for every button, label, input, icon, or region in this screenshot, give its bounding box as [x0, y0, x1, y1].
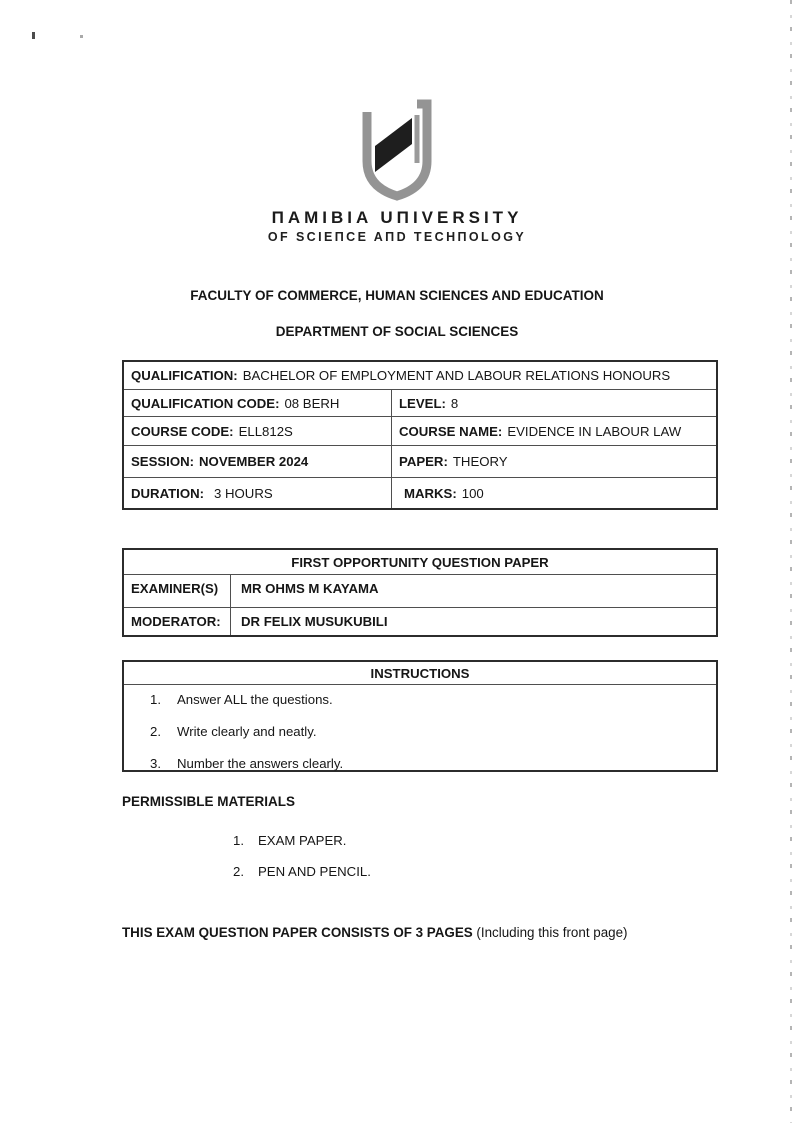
instruction-text: Number the answers clearly. [177, 756, 344, 771]
duration-cell [124, 478, 391, 508]
material-number: 2. [233, 864, 244, 879]
marks-label: MARKS: [404, 485, 457, 501]
qualification-value: BACHELOR OF EMPLOYMENT AND LABOUR RELATIONS HONOURS [242, 368, 671, 383]
marks-cell [391, 478, 716, 508]
university-logo [0, 97, 794, 210]
qualification-label: QUALIFICATION: [131, 368, 238, 383]
scan-speck [80, 35, 83, 38]
course-name-value: EVIDENCE IN LABOUR LAW [507, 423, 682, 439]
paper-value: THEORY [452, 454, 508, 469]
instruction-text: Answer ALL the questions. [177, 692, 333, 707]
examiner-value: MR OHMS M KAYAMA [230, 575, 716, 607]
session-label: SESSION: [131, 454, 195, 469]
qualification-code-value: 08 BERH [284, 395, 340, 411]
table-row [124, 574, 716, 607]
duration-label: DURATION: [131, 485, 205, 501]
university-name-subtitle: OF SCIEΠCE AΠD TECHΠOLOGY [267, 230, 527, 244]
instruction-number: 2. [150, 724, 161, 739]
instruction-item [124, 724, 716, 739]
instruction-text: Write clearly and neatly. [177, 724, 317, 739]
table-row [124, 445, 716, 477]
university-name: ΠAMIBIA UΠIVERSITY [271, 208, 523, 227]
instructions-table [122, 660, 718, 772]
table-row [124, 389, 716, 416]
department-title: DEPARTMENT OF SOCIAL SCIENCES [275, 324, 519, 339]
level-label: LEVEL: [399, 395, 446, 411]
moderator-value: DR FELIX MUSUKUBILI [230, 608, 716, 635]
instruction-item [124, 756, 716, 771]
level-value: 8 [450, 395, 459, 411]
instruction-number: 3. [150, 756, 161, 771]
instruction-item [124, 692, 716, 707]
course-code-label: COURSE CODE: [131, 423, 234, 439]
instruction-number: 1. [150, 692, 161, 707]
material-text: PEN AND PENCIL. [258, 864, 371, 879]
level-cell [391, 390, 716, 416]
marks-value: 100 [461, 485, 484, 501]
qualification-cell [124, 362, 716, 389]
permissible-materials-heading: PERMISSIBLE MATERIALS [122, 794, 296, 809]
course-name-label: COURSE NAME: [399, 423, 503, 439]
instructions-list [124, 685, 716, 771]
table-row [124, 362, 716, 389]
paper-label: PAPER: [399, 454, 448, 469]
session-value: NOVEMBER 2024 [199, 454, 309, 469]
moderator-label: MODERATOR: [131, 614, 221, 629]
material-item [233, 833, 346, 848]
paper-cell [391, 446, 716, 477]
course-name-cell [391, 417, 716, 445]
scan-speck [32, 32, 35, 39]
course-details-table [122, 360, 718, 510]
duration-value: 3 HOURS [214, 485, 273, 501]
instructions-title: INSTRUCTIONS [124, 662, 716, 685]
page-count-regular: (Including this front page) [472, 925, 628, 940]
material-number: 1. [233, 833, 244, 848]
table-row [124, 416, 716, 445]
exam-paper-table [122, 548, 718, 637]
qualification-code-cell [124, 390, 391, 416]
qualification-code-label: QUALIFICATION CODE: [131, 395, 280, 411]
session-cell [124, 446, 391, 477]
table-row [124, 477, 716, 508]
examiner-label: EXAMINER(S) [131, 581, 219, 596]
nust-shield-icon [357, 97, 437, 205]
table-row [124, 607, 716, 635]
page-count-bold: THIS EXAM QUESTION PAPER CONSISTS OF 3 PAGES [122, 925, 473, 940]
page-count-note [122, 925, 628, 940]
course-code-value: ELL812S [238, 423, 293, 439]
material-item [233, 864, 371, 879]
exam-paper-title: FIRST OPPORTUNITY QUESTION PAPER [291, 554, 549, 570]
course-code-cell [124, 417, 391, 445]
faculty-title: FACULTY OF COMMERCE, HUMAN SCIENCES AND EDUCATION [190, 288, 604, 303]
material-text: EXAM PAPER. [258, 833, 347, 848]
